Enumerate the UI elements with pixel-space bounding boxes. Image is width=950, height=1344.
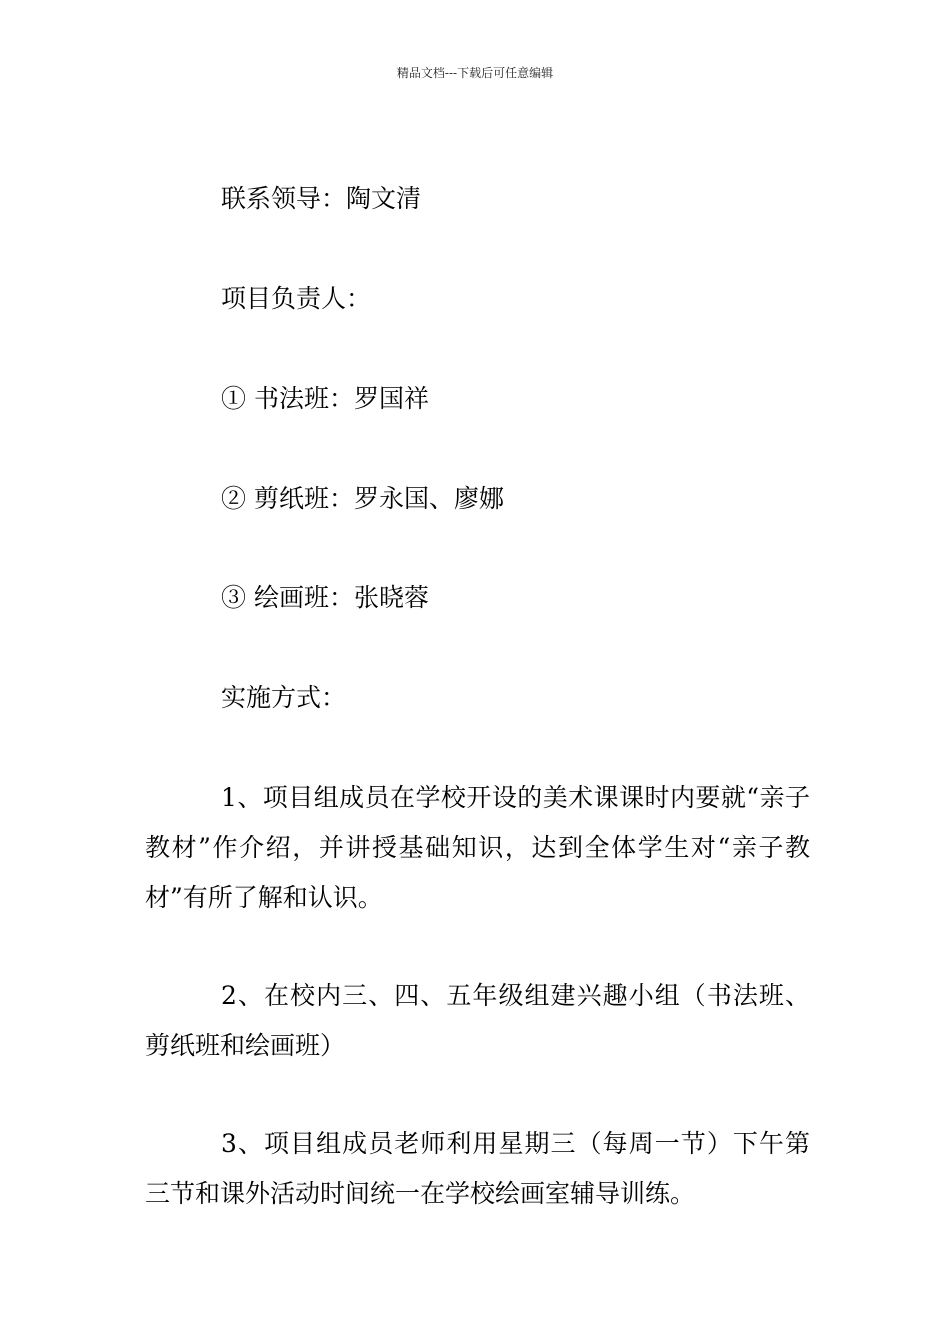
implementation-heading: 实施方式： <box>221 683 347 712</box>
paragraph-2: 2、在校内三、四、五年级组建兴趣小组（书法班、剪纸班和绘画班） <box>145 981 810 1060</box>
painting-class-line: ③ 绘画班：张晓蓉 <box>221 583 429 612</box>
paragraph-3: 3、项目组成员老师利用星期三（每周一节）下午第三节和课外活动时间统一在学校绘画室辅导训练。 <box>145 1129 810 1208</box>
page-header: 精品文档---下载后可任意编辑 <box>396 66 554 80</box>
contact-leader-line: 联系领导：陶文清 <box>221 184 422 213</box>
papercut-class-line: ② 剪纸班：罗永国、廖娜 <box>221 484 504 513</box>
project-lead-heading: 项目负责人： <box>221 284 372 313</box>
calligraphy-class-line: ① 书法班：罗国祥 <box>221 384 429 413</box>
paragraph-1: 1、项目组成员在学校开设的美术课课时内要就“亲子教材”作介绍，并讲授基础知识，达到全体学生对“亲子教材”有所了解和认识。 <box>145 783 810 912</box>
